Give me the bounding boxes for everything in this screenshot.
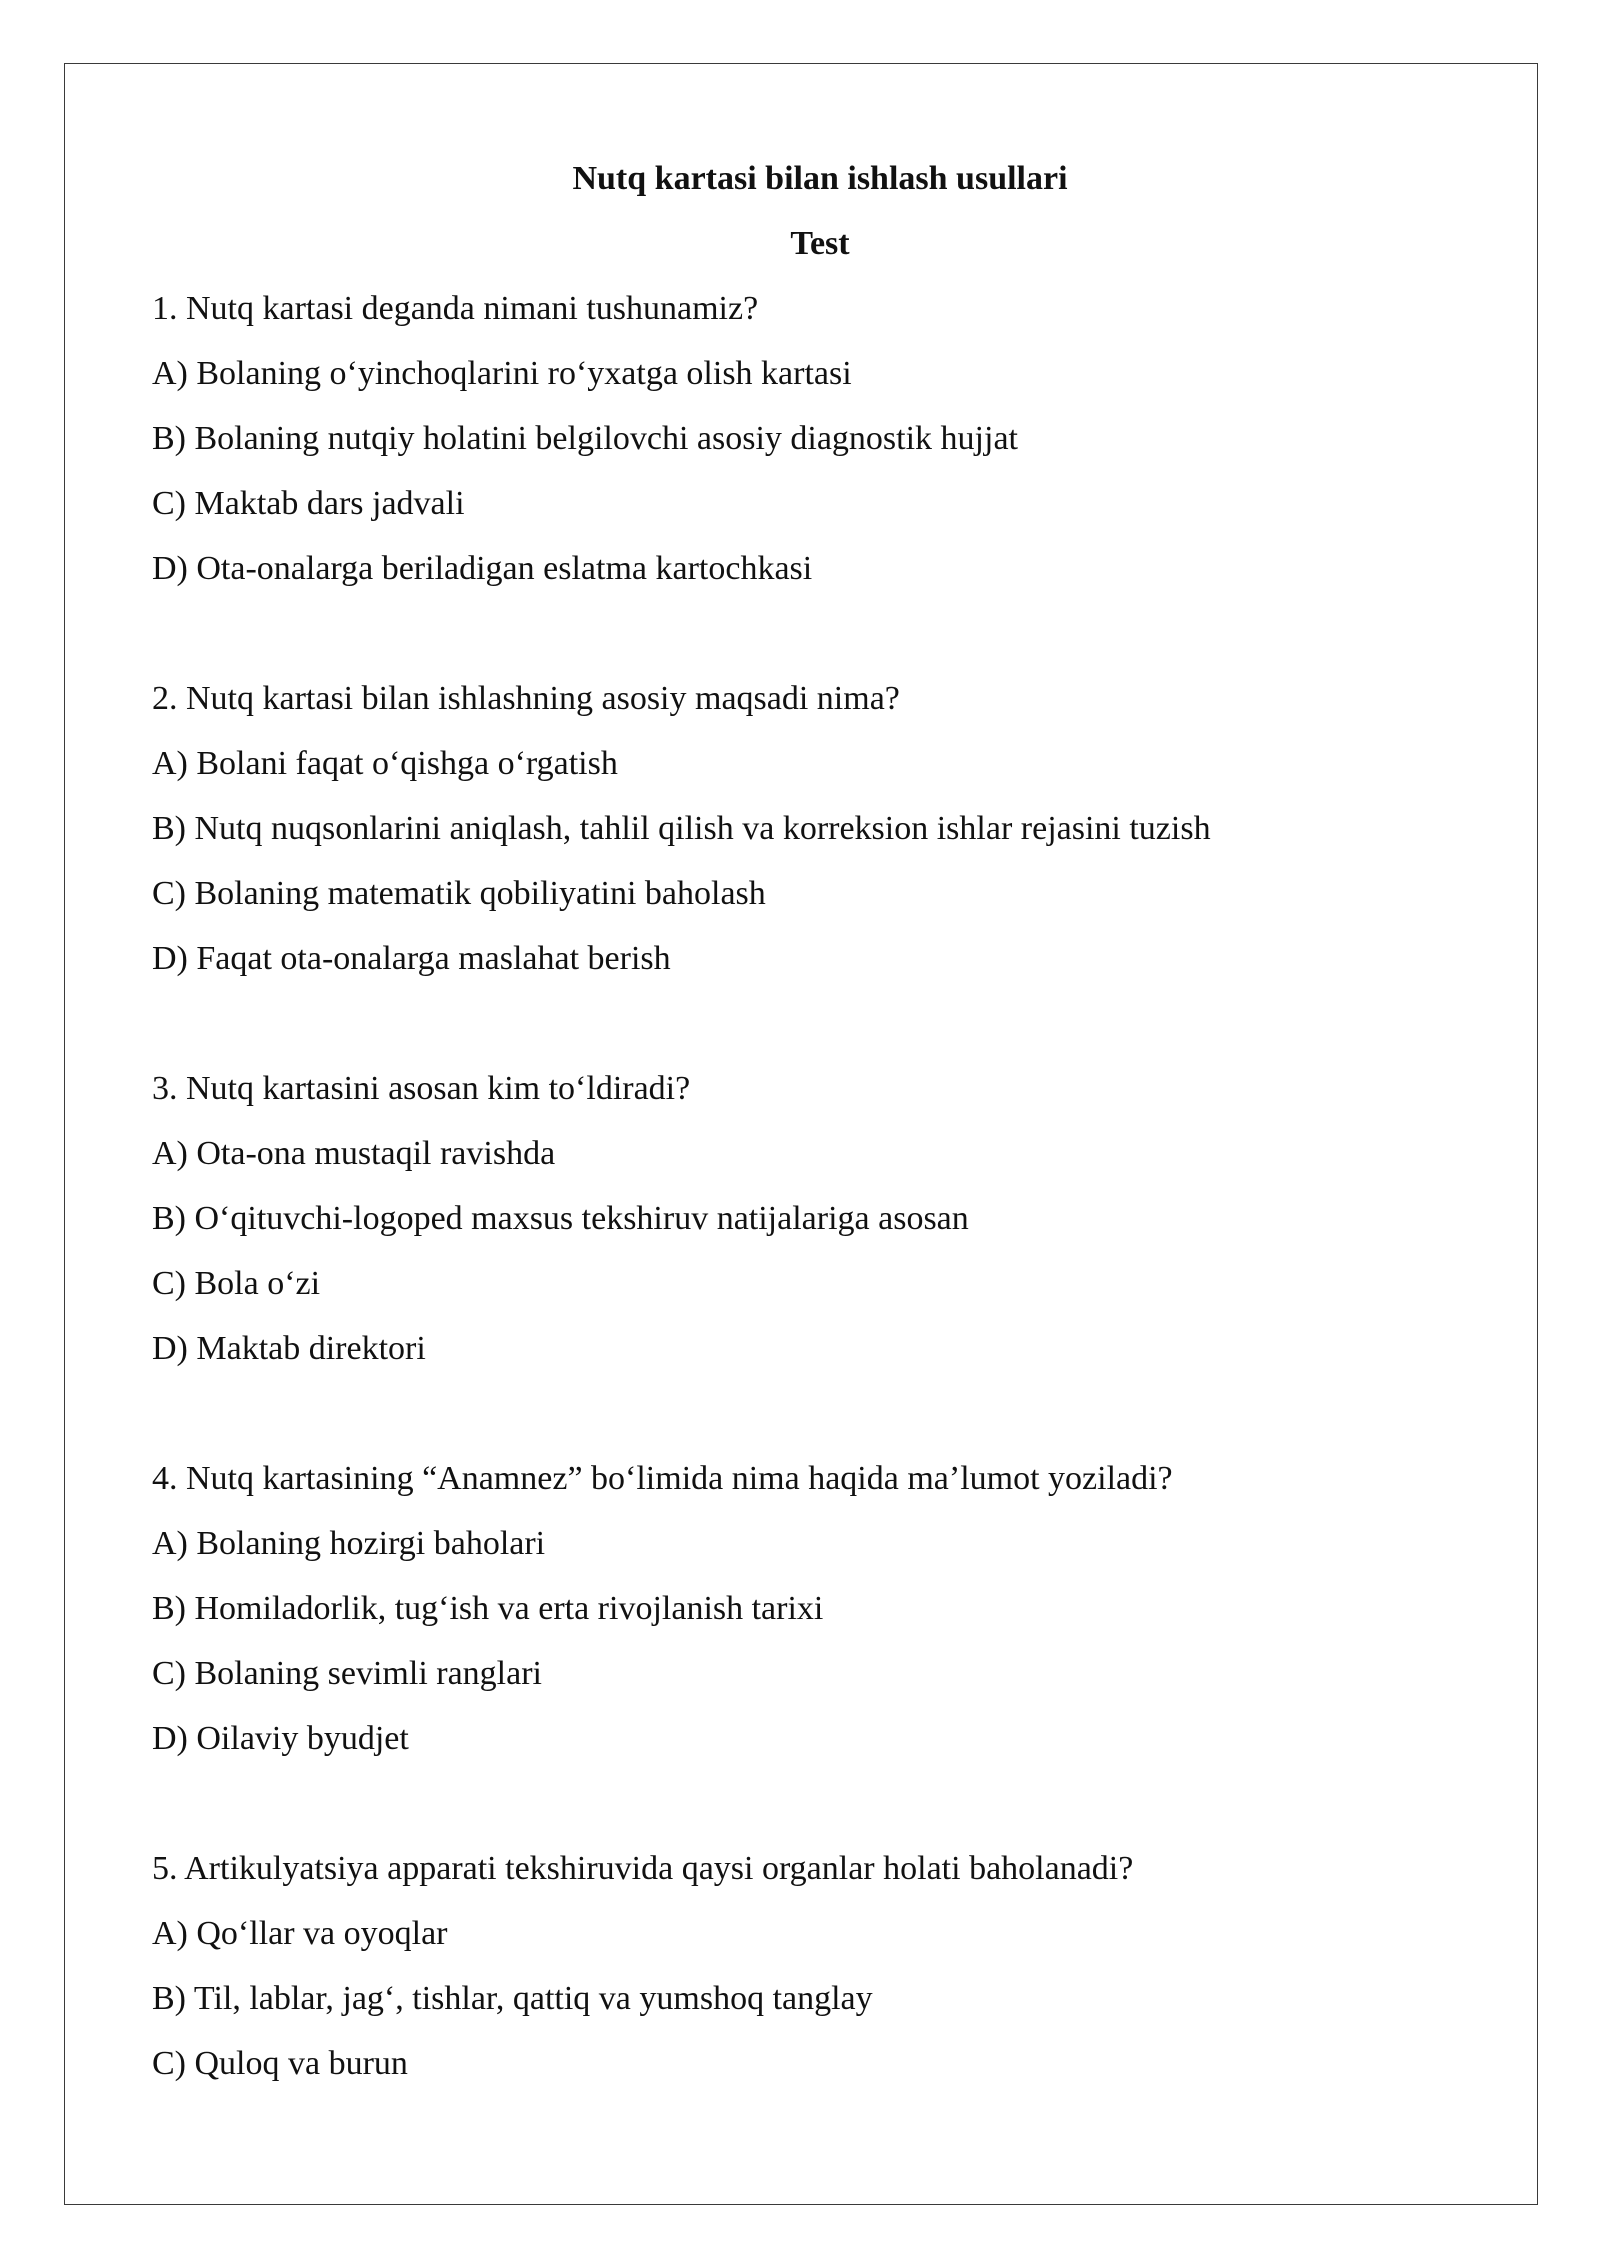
question-block-5 <box>152 1836 1472 2096</box>
answer-option: A) Bolaning o‘yinchoqlarini ro‘yxatga olish kartasi <box>152 355 852 392</box>
answer-option: C) Bola o‘zi <box>152 1265 321 1302</box>
answer-option: A) Bolaning hozirgi baholari <box>152 1525 546 1562</box>
answer-option: B) Bolaning nutqiy holatini belgilovchi asosiy diagnostik hujjat <box>152 420 1018 457</box>
answer-option: B) Homiladorlik, tug‘ish va erta rivojlanish tarixi <box>152 1590 824 1627</box>
question-block-3 <box>152 1056 1472 1381</box>
answer-option: D) Faqat ota-onalarga maslahat berish <box>152 940 671 977</box>
answer-option: B) Til, lablar, jag‘, tishlar, qattiq va yumshoq tanglay <box>152 1980 873 2017</box>
document-subtitle: Test <box>790 225 850 262</box>
spacer <box>152 601 1472 666</box>
answer-option: B) O‘qituvchi-logoped maxsus tekshiruv natijalariga asosan <box>152 1200 969 1237</box>
answer-option: C) Bolaning sevimli ranglari <box>152 1655 542 1692</box>
answer-option: D) Ota-onalarga beriladigan eslatma kartochkasi <box>152 550 813 587</box>
question-text: 4. Nutq kartasining “Anamnez” bo‘limida nima haqida ma’lumot yoziladi? <box>152 1460 1173 1497</box>
question-block-2 <box>152 666 1472 991</box>
spacer <box>152 1381 1472 1446</box>
answer-option: A) Qo‘llar va oyoqlar <box>152 1915 448 1952</box>
answer-option: C) Quloq va burun <box>152 2045 408 2082</box>
answer-option: C) Maktab dars jadvali <box>152 485 465 522</box>
question-text: 1. Nutq kartasi deganda nimani tushunamiz? <box>152 290 759 327</box>
document-body <box>152 146 1472 2096</box>
answer-option: D) Maktab direktori <box>152 1330 426 1367</box>
question-text: 5. Artikulyatsiya apparati tekshiruvida qaysi organlar holati baholanadi? <box>152 1850 1134 1887</box>
document-title: Nutq kartasi bilan ishlash usullari <box>572 160 1068 197</box>
question-text: 3. Nutq kartasini asosan kim to‘ldiradi? <box>152 1070 691 1107</box>
question-block-4 <box>152 1446 1472 1771</box>
question-block-1 <box>152 276 1472 601</box>
answer-option: A) Ota-ona mustaqil ravishda <box>152 1135 556 1172</box>
spacer <box>152 991 1472 1056</box>
answer-option: D) Oilaviy byudjet <box>152 1720 409 1757</box>
answer-option: B) Nutq nuqsonlarini aniqlash, tahlil qilish va korreksion ishlar rejasini tuzish <box>152 810 1211 847</box>
answer-option: A) Bolani faqat o‘qishga o‘rgatish <box>152 745 618 782</box>
spacer <box>152 1771 1472 1836</box>
question-text: 2. Nutq kartasi bilan ishlashning asosiy maqsadi nima? <box>152 680 900 717</box>
answer-option: C) Bolaning matematik qobiliyatini baholash <box>152 875 766 912</box>
